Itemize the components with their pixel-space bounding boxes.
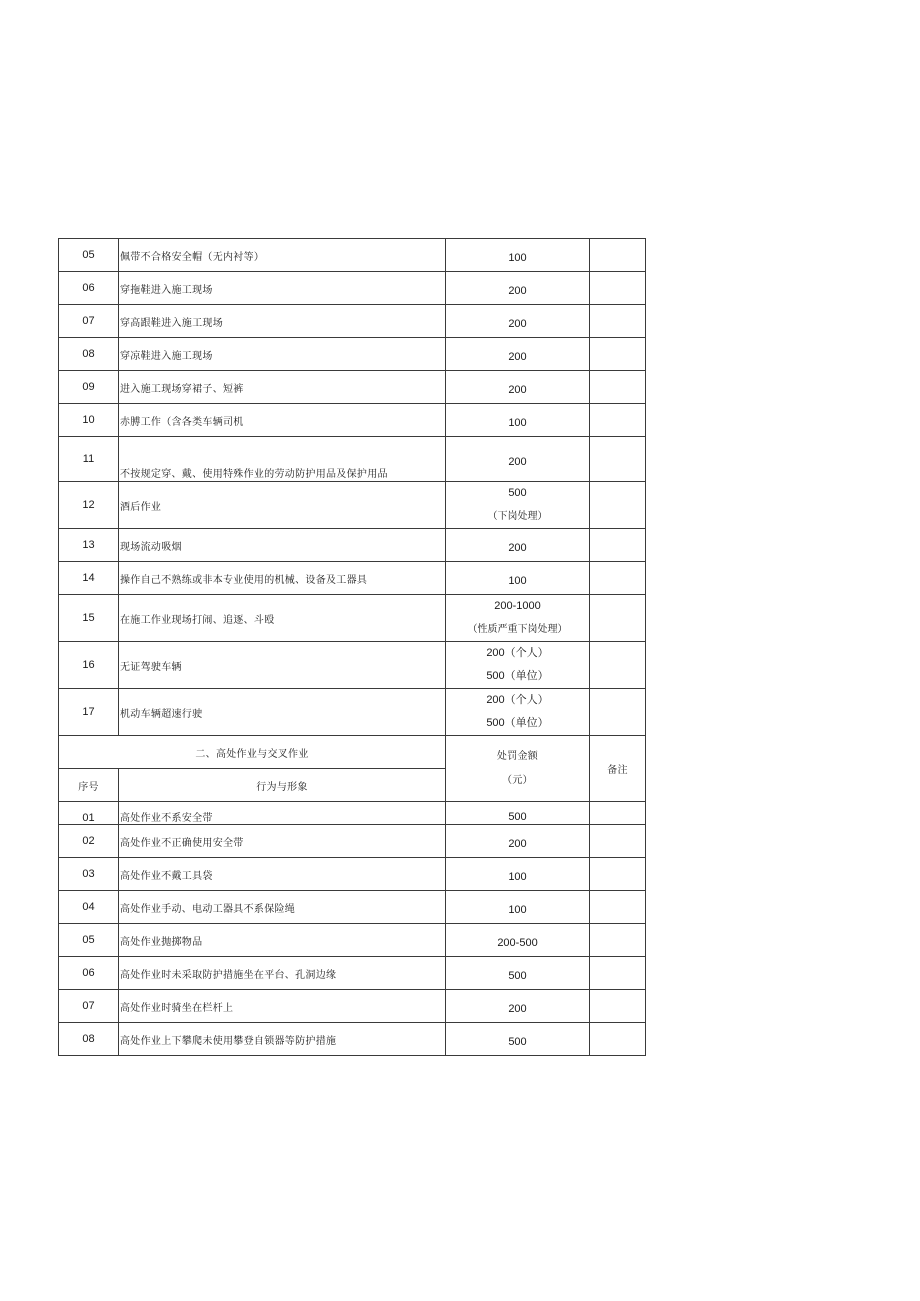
row-description: 高处作业抛掷物品 xyxy=(119,924,446,957)
row-description: 高处作业时骑坐在栏杆上 xyxy=(119,990,446,1023)
row-description: 不按规定穿、戴、使用特殊作业的劳动防护用品及保护用品 xyxy=(119,437,446,482)
row-description: 穿凉鞋进入施工现场 xyxy=(119,338,446,371)
row-number: 08 xyxy=(59,338,119,371)
row-description: 在施工作业现场打闹、追逐、斗殴 xyxy=(119,595,446,642)
row-number: 06 xyxy=(59,957,119,990)
row-remark xyxy=(590,239,646,272)
row-remark xyxy=(590,924,646,957)
row-number: 15 xyxy=(59,595,119,642)
row-number: 14 xyxy=(59,562,119,595)
row-number: 07 xyxy=(59,305,119,338)
row-description: 操作自己不熟练或非本专业使用的机械、设备及工器具 xyxy=(119,562,446,595)
amount-value: 200 xyxy=(508,350,527,363)
amount-header-unit: （元） xyxy=(502,774,533,786)
section-title: 二、高处作业与交叉作业 xyxy=(59,736,446,769)
row-amount xyxy=(446,404,590,437)
table-row xyxy=(59,272,646,305)
row-remark xyxy=(590,338,646,371)
row-description: 穿拖鞋进入施工现场 xyxy=(119,272,446,305)
table-row xyxy=(59,371,646,404)
table-row xyxy=(59,858,646,891)
row-amount xyxy=(446,957,590,990)
remark-header: 备注 xyxy=(590,736,646,802)
amount-note: 500（单位） xyxy=(486,670,549,682)
table-row xyxy=(59,482,646,529)
row-number: 07 xyxy=(59,990,119,1023)
amount-value: 200 xyxy=(508,284,527,297)
amount-note: （下岗处理） xyxy=(487,511,548,522)
row-description: 高处作业上下攀爬未使用攀登自锁器等防护措施 xyxy=(119,1023,446,1056)
amount-value: 100 xyxy=(508,870,527,883)
row-amount xyxy=(446,642,590,689)
row-amount xyxy=(446,272,590,305)
table-row xyxy=(59,891,646,924)
row-amount xyxy=(446,529,590,562)
row-amount xyxy=(446,338,590,371)
row-description: 穿高跟鞋进入施工现场 xyxy=(119,305,446,338)
row-remark xyxy=(590,990,646,1023)
table-body-height-work xyxy=(59,802,646,1056)
row-remark xyxy=(590,689,646,736)
amount-value: 200 xyxy=(508,317,527,330)
row-description: 酒后作业 xyxy=(119,482,446,529)
row-amount xyxy=(446,990,590,1023)
row-number: 01 xyxy=(59,802,119,825)
table-row xyxy=(59,802,646,825)
amount-value: 200（个人） xyxy=(486,694,549,706)
row-number: 02 xyxy=(59,825,119,858)
row-amount xyxy=(446,239,590,272)
row-amount xyxy=(446,689,590,736)
table-row xyxy=(59,338,646,371)
amount-value: 200（个人） xyxy=(486,647,549,659)
table-row xyxy=(59,990,646,1023)
amount-value: 200 xyxy=(508,383,527,396)
amount-value: 100 xyxy=(508,416,527,429)
row-number: 04 xyxy=(59,891,119,924)
row-remark xyxy=(590,305,646,338)
row-amount xyxy=(446,371,590,404)
row-remark xyxy=(590,858,646,891)
row-number: 13 xyxy=(59,529,119,562)
row-remark xyxy=(590,957,646,990)
amount-header xyxy=(446,736,590,802)
penalty-table xyxy=(58,238,646,1056)
amount-value: 100 xyxy=(508,251,527,264)
amount-value: 200 xyxy=(508,1002,527,1015)
table-row xyxy=(59,437,646,482)
row-remark xyxy=(590,272,646,305)
row-number: 17 xyxy=(59,689,119,736)
amount-value: 200 xyxy=(508,837,527,850)
row-amount xyxy=(446,562,590,595)
row-description: 佩带不合格安全帽（无内衬等） xyxy=(119,239,446,272)
table-row xyxy=(59,239,646,272)
amount-value: 200-1000 xyxy=(494,600,541,612)
row-remark xyxy=(590,825,646,858)
row-description: 高处作业手动、电动工器具不系保险绳 xyxy=(119,891,446,924)
row-remark xyxy=(590,482,646,529)
amount-value: 500 xyxy=(508,969,527,982)
row-remark xyxy=(590,1023,646,1056)
row-description: 机动车辆超速行驶 xyxy=(119,689,446,736)
amount-value: 200 xyxy=(508,541,527,554)
row-description: 高处作业时未采取防护措施坐在平台、孔洞边缘 xyxy=(119,957,446,990)
amount-value: 500 xyxy=(508,811,527,823)
desc-header: 行为与形象 xyxy=(119,769,446,802)
row-remark xyxy=(590,595,646,642)
row-number: 10 xyxy=(59,404,119,437)
table-row xyxy=(59,305,646,338)
row-description: 无证驾驶车辆 xyxy=(119,642,446,689)
amount-value: 500 xyxy=(508,1035,527,1048)
amount-value: 100 xyxy=(508,574,527,587)
amount-note: （性质严重下岗处理） xyxy=(467,624,568,635)
row-remark xyxy=(590,371,646,404)
row-amount xyxy=(446,802,590,825)
amount-note: 500（单位） xyxy=(486,717,549,729)
table-row xyxy=(59,595,646,642)
table-row xyxy=(59,689,646,736)
table-row xyxy=(59,924,646,957)
row-description: 高处作业不正确使用安全带 xyxy=(119,825,446,858)
table-row xyxy=(59,642,646,689)
table-row xyxy=(59,957,646,990)
amount-header-label: 处罚金额 xyxy=(496,750,539,762)
row-number: 09 xyxy=(59,371,119,404)
num-header: 序号 xyxy=(59,769,119,802)
table-row xyxy=(59,404,646,437)
row-number: 12 xyxy=(59,482,119,529)
row-amount xyxy=(446,437,590,482)
row-remark xyxy=(590,642,646,689)
row-description: 高处作业不戴工具袋 xyxy=(119,858,446,891)
row-amount xyxy=(446,1023,590,1056)
row-amount xyxy=(446,858,590,891)
row-description: 现场流动吸烟 xyxy=(119,529,446,562)
amount-value: 500 xyxy=(508,487,527,499)
table-body-personal-protection xyxy=(59,239,646,736)
row-amount xyxy=(446,305,590,338)
row-description: 赤膊工作（含各类车辆司机 xyxy=(119,404,446,437)
row-amount xyxy=(446,891,590,924)
amount-value: 200-500 xyxy=(497,936,538,949)
row-amount xyxy=(446,825,590,858)
table-row xyxy=(59,562,646,595)
section-header xyxy=(59,736,646,802)
amount-value: 200 xyxy=(508,455,527,468)
table-row xyxy=(59,1023,646,1056)
row-number: 08 xyxy=(59,1023,119,1056)
row-number: 05 xyxy=(59,239,119,272)
table-row xyxy=(59,529,646,562)
row-amount xyxy=(446,482,590,529)
row-remark xyxy=(590,529,646,562)
row-number: 05 xyxy=(59,924,119,957)
row-remark xyxy=(590,437,646,482)
row-remark xyxy=(590,562,646,595)
row-amount xyxy=(446,924,590,957)
table-row xyxy=(59,825,646,858)
row-remark xyxy=(590,802,646,825)
row-number: 03 xyxy=(59,858,119,891)
row-amount xyxy=(446,595,590,642)
row-description: 进入施工现场穿裙子、短裤 xyxy=(119,371,446,404)
row-number: 16 xyxy=(59,642,119,689)
row-number: 11 xyxy=(59,437,119,482)
row-remark xyxy=(590,404,646,437)
row-remark xyxy=(590,891,646,924)
row-number: 06 xyxy=(59,272,119,305)
amount-value: 100 xyxy=(508,903,527,916)
row-description: 高处作业不系安全带 xyxy=(119,802,446,825)
